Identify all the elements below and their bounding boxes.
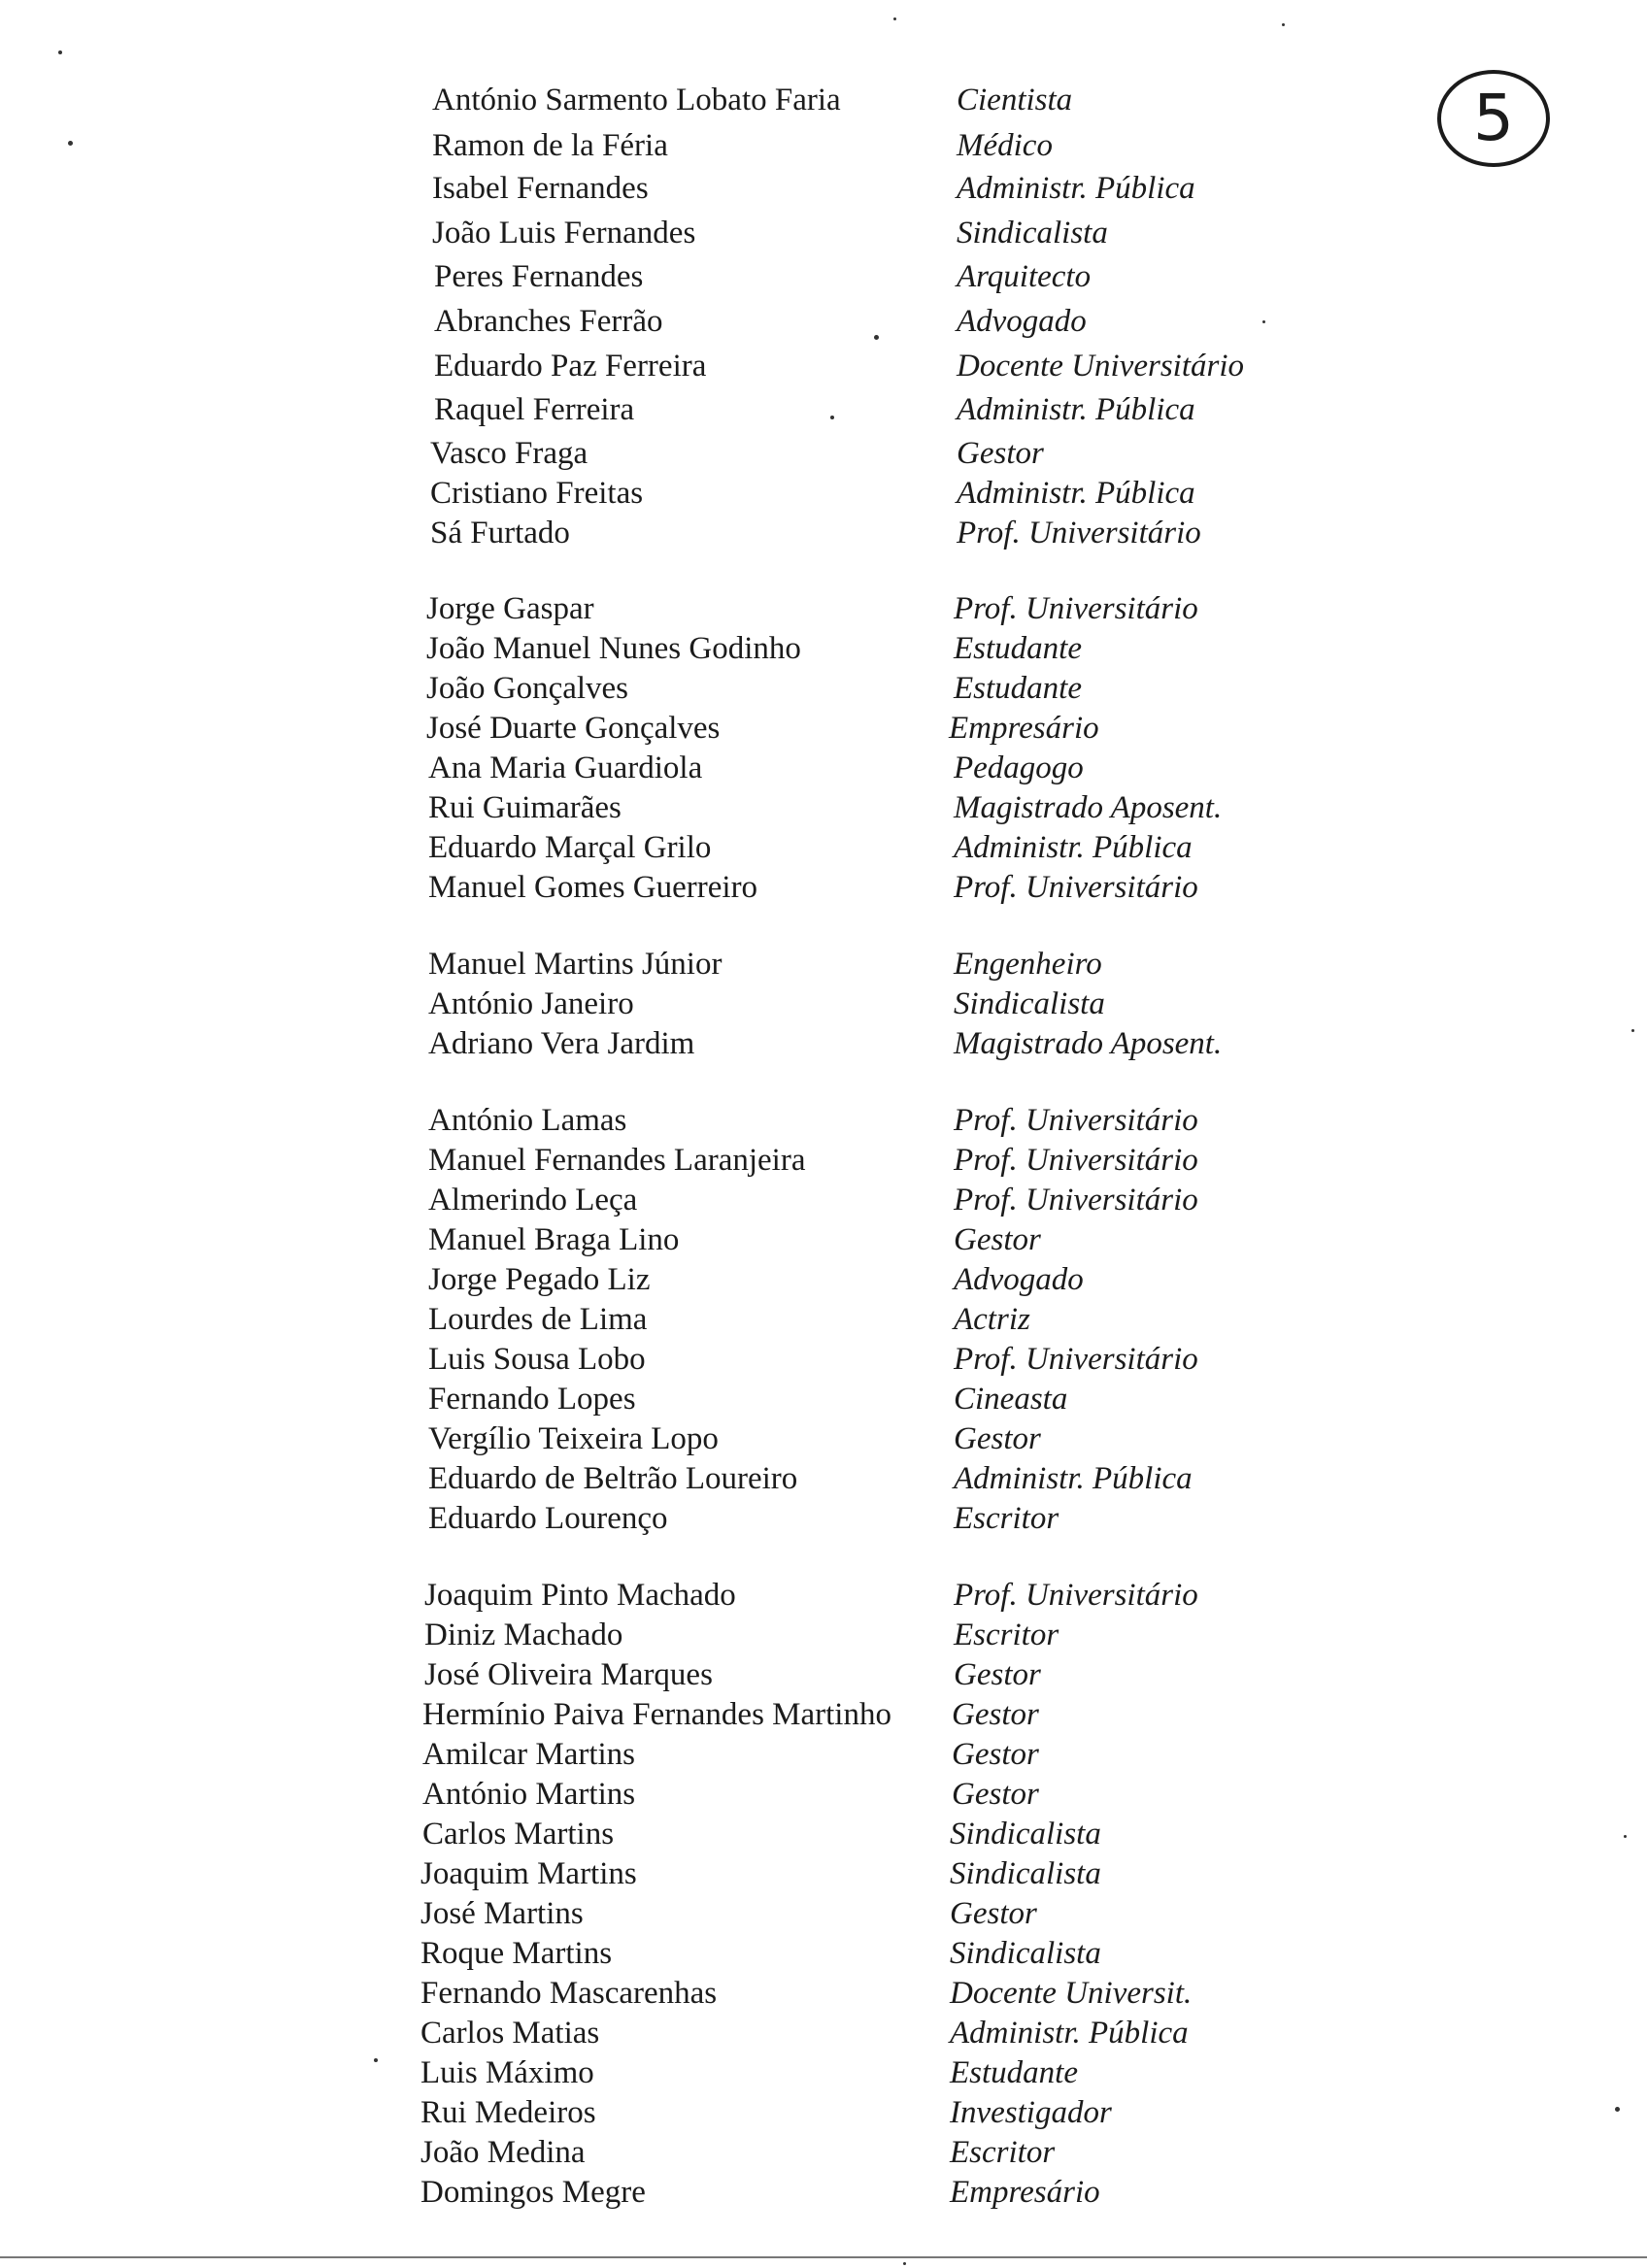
occupation: Advogado [957, 304, 1087, 339]
person-name: Peres Fernandes [434, 259, 644, 294]
person-name: António Martins [422, 1777, 636, 1812]
person-name: Carlos Martins [422, 1817, 615, 1851]
occupation: Administr. Pública [950, 2016, 1189, 2051]
list-item [0, 669, 1647, 708]
person-name: Carlos Matias [420, 2016, 600, 2051]
list-item [0, 709, 1647, 748]
person-name: Almerindo Leça [428, 1183, 638, 1217]
occupation: Docente Universit. [950, 1976, 1193, 2011]
list-item [0, 169, 1647, 208]
list-item [0, 1220, 1647, 1259]
person-name: Diniz Machado [424, 1618, 623, 1652]
scan-speck [58, 50, 62, 54]
person-name: José Oliveira Marques [424, 1657, 713, 1692]
list-item [0, 1854, 1647, 1893]
list-item [0, 257, 1647, 296]
occupation: Prof. Universitário [954, 1103, 1198, 1138]
occupation: Prof. Universitário [957, 516, 1201, 550]
occupation: Sindicalista [950, 1817, 1101, 1851]
list-item [0, 1181, 1647, 1219]
occupation: Docente Universitário [957, 349, 1245, 384]
list-item [0, 788, 1647, 827]
person-name: Eduardo de Beltrão Loureiro [428, 1461, 798, 1496]
occupation: Administr. Pública [954, 830, 1193, 865]
list-item [0, 1695, 1647, 1734]
occupation: Gestor [952, 1697, 1039, 1732]
person-name: João Manuel Nunes Godinho [426, 631, 801, 666]
occupation: Actriz [954, 1302, 1030, 1337]
person-name: Ana Maria Guardiola [428, 750, 703, 785]
scan-speck [830, 416, 834, 419]
person-name: Vasco Fraga [430, 436, 588, 471]
occupation: Sindicalista [954, 986, 1105, 1021]
person-name: António Janeiro [428, 986, 634, 1021]
list-item [0, 347, 1647, 385]
page-number: 5 [1437, 70, 1550, 167]
person-name: Ramon de la Féria [432, 128, 668, 163]
list-item [0, 1735, 1647, 1774]
list-item [0, 302, 1647, 341]
list-item [0, 2133, 1647, 2172]
person-name: Eduardo Marçal Grilo [428, 830, 712, 865]
scan-speck [1262, 320, 1265, 323]
occupation: Gestor [950, 1896, 1037, 1931]
person-name: Domingos Megre [420, 2175, 646, 2210]
person-name: António Sarmento Lobato Faria [432, 83, 841, 117]
person-name: Fernando Mascarenhas [420, 1976, 718, 2011]
occupation: Escritor [954, 1501, 1059, 1536]
occupation: Administr. Pública [954, 1461, 1193, 1496]
occupation: Gestor [954, 1657, 1041, 1692]
list-item [0, 2014, 1647, 2052]
occupation: Advogado [954, 1262, 1084, 1297]
scan-speck [1282, 23, 1285, 26]
list-item [0, 1499, 1647, 1538]
list-item [0, 828, 1647, 867]
scan-speck [374, 2058, 378, 2062]
list-item [0, 1024, 1647, 1063]
scan-speck [1615, 2107, 1620, 2112]
occupation: Gestor [952, 1737, 1039, 1772]
list-item [0, 589, 1647, 628]
list-item [0, 1655, 1647, 1694]
person-name: Joaquim Martins [420, 1856, 637, 1891]
occupation: Prof. Universitário [954, 1578, 1198, 1613]
list-item [0, 1459, 1647, 1498]
occupation: Investigador [950, 2095, 1112, 2130]
scan-speck [1631, 1029, 1634, 1032]
list-item [0, 434, 1647, 473]
scan-speck [893, 17, 896, 20]
occupation: Estudante [950, 2055, 1078, 2090]
person-name: José Duarte Gonçalves [426, 711, 721, 746]
occupation: Sindicalista [957, 216, 1108, 250]
list-item [0, 2093, 1647, 2132]
person-name: Luis Sousa Lobo [428, 1342, 646, 1377]
person-name: Jorge Gaspar [426, 591, 594, 626]
scan-speck [68, 141, 73, 146]
scan-speck [1624, 1835, 1627, 1838]
list-item [0, 1815, 1647, 1853]
occupation: Sindicalista [950, 1856, 1101, 1891]
person-name: Manuel Braga Lino [428, 1222, 680, 1257]
occupation: Engenheiro [954, 947, 1102, 982]
occupation: Sindicalista [950, 1936, 1101, 1971]
occupation: Cineasta [954, 1382, 1068, 1417]
scan-speck [903, 2262, 906, 2265]
list-item [0, 474, 1647, 513]
person-name: Manuel Fernandes Laranjeira [428, 1143, 806, 1178]
occupation: Gestor [954, 1421, 1041, 1456]
occupation: Escritor [950, 2135, 1056, 2170]
occupation: Administr. Pública [957, 392, 1195, 427]
person-name: Manuel Martins Júnior [428, 947, 723, 982]
list-item [0, 1775, 1647, 1814]
person-name: Rui Medeiros [420, 2095, 596, 2130]
occupation: Empresário [950, 2175, 1100, 2210]
list-item [0, 749, 1647, 787]
occupation: Magistrado Aposent. [954, 790, 1223, 825]
person-name: Eduardo Lourenço [428, 1501, 668, 1536]
person-name: Lourdes de Lima [428, 1302, 648, 1337]
person-name: João Luis Fernandes [432, 216, 696, 250]
person-name: Vergílio Teixeira Lopo [428, 1421, 719, 1456]
occupation: Arquitecto [957, 259, 1092, 294]
list-item [0, 945, 1647, 984]
occupation: Prof. Universitário [954, 591, 1198, 626]
occupation: Prof. Universitário [954, 1342, 1198, 1377]
list-item [0, 126, 1647, 165]
person-name: João Gonçalves [426, 671, 629, 706]
person-name: Joaquim Pinto Machado [424, 1578, 736, 1613]
occupation: Estudante [954, 631, 1082, 666]
person-name: Adriano Vera Jardim [428, 1026, 695, 1061]
list-item [0, 1340, 1647, 1379]
list-item [0, 1300, 1647, 1339]
list-item [0, 1934, 1647, 1973]
occupation: Gestor [957, 436, 1044, 471]
person-name: Eduardo Paz Ferreira [434, 349, 707, 384]
list-item [0, 1576, 1647, 1615]
occupation: Empresário [949, 711, 1099, 746]
list-item [0, 1419, 1647, 1458]
person-name: Amilcar Martins [422, 1737, 636, 1772]
list-item [0, 1141, 1647, 1180]
person-name: Rui Guimarães [428, 790, 622, 825]
list-item [0, 81, 1647, 119]
list-item [0, 1894, 1647, 1933]
person-name: Jorge Pegado Liz [428, 1262, 651, 1297]
occupation: Cientista [957, 83, 1073, 117]
occupation: Estudante [954, 671, 1082, 706]
list-item [0, 2173, 1647, 2212]
person-name: Cristiano Freitas [430, 476, 644, 511]
person-name: Raquel Ferreira [434, 392, 635, 427]
occupation: Magistrado Aposent. [954, 1026, 1223, 1061]
list-item [0, 1616, 1647, 1654]
list-item [0, 629, 1647, 668]
person-name: Abranches Ferrão [434, 304, 663, 339]
occupation: Gestor [954, 1222, 1041, 1257]
person-name: Roque Martins [420, 1936, 613, 1971]
list-item [0, 1101, 1647, 1140]
person-name: Sá Furtado [430, 516, 570, 550]
person-name: João Medina [420, 2135, 586, 2170]
scan-speck [874, 335, 879, 340]
list-item [0, 1260, 1647, 1299]
list-item [0, 514, 1647, 552]
occupation: Escritor [954, 1618, 1059, 1652]
person-name: Hermínio Paiva Fernandes Martinho [422, 1697, 891, 1732]
occupation: Administr. Pública [957, 171, 1195, 206]
occupation: Prof. Universitário [954, 1183, 1198, 1217]
person-name: José Martins [420, 1896, 584, 1931]
list-item [0, 390, 1647, 429]
list-item [0, 2053, 1647, 2092]
list-item [0, 1974, 1647, 2013]
occupation: Pedagogo [954, 750, 1084, 785]
list-item [0, 214, 1647, 252]
occupation: Prof. Universitário [954, 870, 1198, 905]
bottom-rule [0, 2256, 1647, 2258]
person-name: Fernando Lopes [428, 1382, 636, 1417]
list-item [0, 868, 1647, 907]
list-item [0, 984, 1647, 1023]
list-item [0, 1380, 1647, 1418]
occupation: Administr. Pública [957, 476, 1195, 511]
person-name: Manuel Gomes Guerreiro [428, 870, 758, 905]
occupation: Médico [957, 128, 1053, 163]
person-name: Isabel Fernandes [432, 171, 649, 206]
person-name: Luis Máximo [420, 2055, 594, 2090]
person-name: António Lamas [428, 1103, 627, 1138]
occupation: Gestor [952, 1777, 1039, 1812]
occupation: Prof. Universitário [954, 1143, 1198, 1178]
